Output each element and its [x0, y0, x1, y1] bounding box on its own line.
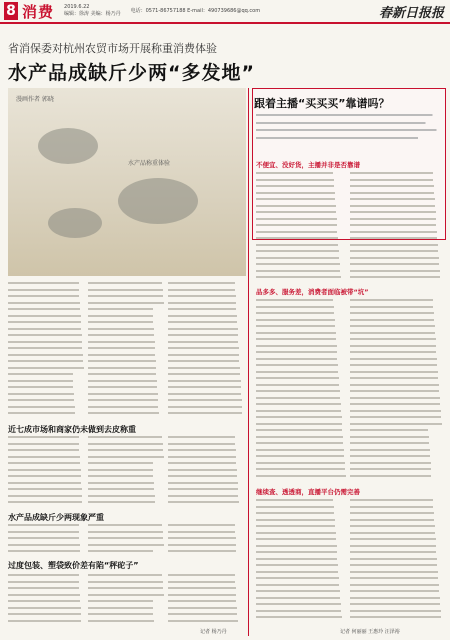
illustration-label: 水产品称重体验 — [128, 160, 171, 167]
article-headline: 水产品成缺斤少两“多发地” — [8, 62, 255, 84]
article-kicker: 省消保委对杭州农贸市场开展称重消费体验 — [8, 42, 217, 55]
body-text-block — [350, 499, 442, 623]
body-text-block — [8, 282, 84, 420]
sidebar-intro — [256, 114, 440, 158]
body-text-block — [88, 524, 164, 558]
body-text-block — [88, 282, 164, 420]
section-heading-1: 近七成市场和商家仍未做到去皮称重 — [8, 425, 136, 434]
section-heading-3: 过度包装、塑袋致价差有陷“秤砣子” — [8, 561, 139, 570]
body-text-block — [8, 574, 84, 624]
body-text-block — [350, 172, 442, 282]
fish-shape — [118, 178, 198, 224]
fish-shape — [48, 208, 102, 238]
body-text-block — [8, 524, 84, 558]
body-text-block — [256, 172, 346, 282]
body-text-block — [256, 299, 346, 481]
editor-line: 编辑：徐涛 美编：杨乃丹 — [64, 11, 121, 17]
masthead-meta — [64, 4, 121, 18]
body-text-block — [168, 282, 244, 420]
fish-shape — [38, 128, 98, 164]
paper-name: 春新日报报 — [378, 5, 444, 21]
body-text-block — [88, 436, 164, 508]
section-heading-2: 水产品成缺斤少两现象严重 — [8, 513, 104, 522]
body-text-block — [256, 499, 346, 623]
body-text-block — [8, 436, 84, 508]
hotline: 电话：0571-86757188 E-mail：490739686@qq.com — [130, 7, 261, 14]
issue-date: 2019.6.22 — [64, 4, 90, 10]
body-text-block — [168, 574, 244, 624]
body-text-block — [168, 436, 244, 508]
column-rule — [248, 88, 249, 636]
section-name: 消费 — [22, 2, 55, 21]
sidebar-title: 跟着主播“买买买”靠谱吗？ — [254, 97, 390, 110]
body-text-block — [168, 524, 244, 558]
masthead — [0, 0, 450, 24]
body-text-block — [88, 574, 164, 624]
sidebar-byline: 记者 何丽丽 王惠玲 汪泽裕 — [340, 629, 400, 635]
illustration-credit: 漫画作者 郭晓 — [16, 96, 54, 103]
page-number: 8 — [4, 2, 18, 20]
body-text-block — [350, 299, 442, 481]
sidebar-subhead-3: 继续查、透透商，直播平台仍需完善 — [256, 488, 360, 496]
article-illustration — [8, 88, 246, 276]
sidebar-subhead-2: 品多多、服务差，消费者面临被带“坑” — [256, 288, 369, 296]
article-byline: 记者 杨乃丹 — [200, 629, 227, 635]
sidebar-subhead-1: 不便宜、没好货，主播并非是否靠谱 — [256, 161, 360, 169]
